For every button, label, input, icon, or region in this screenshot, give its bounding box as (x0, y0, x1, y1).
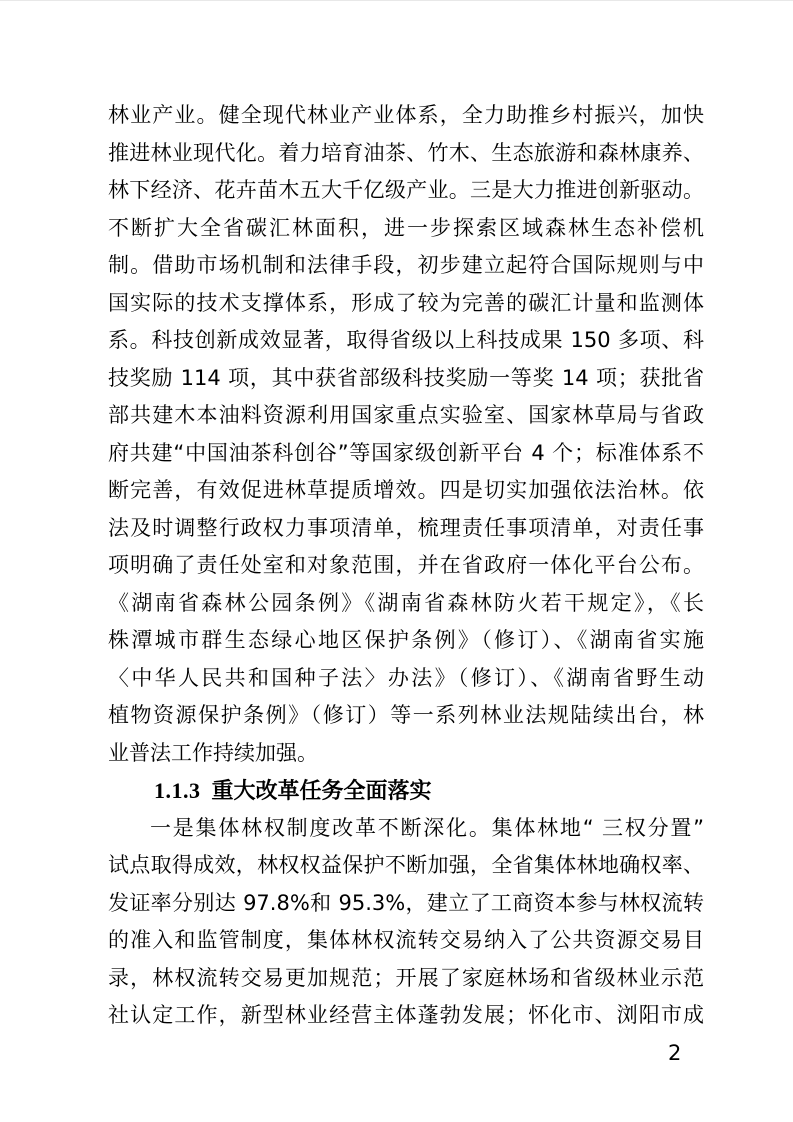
section-heading (108, 772, 704, 810)
paragraph1-line: 系。科技创新成效显著，取得省级以上科技成果 150 多项、科 (108, 328, 704, 352)
paragraph1-line: 国实际的技术支撑体系，形成了较为完善的碳汇计量和监测体 (108, 290, 704, 315)
paragraph2-line: 试点取得成效，林权权益保护不断加强，全省集体林地确权率、 (108, 853, 704, 877)
paragraph1-line: 株潭城市群生态绿心地区保护条例》（修订）、《湖南省实施 (108, 628, 704, 652)
document-body (108, 97, 704, 1035)
paragraph1-line: 林业产业。健全现代林业产业体系，全力助推乡村振兴，加快 (108, 103, 704, 127)
paragraph1-line: 不断扩大全省碳汇林面积，进一步探索区域森林生态补偿机 (108, 215, 704, 240)
paragraph1-line: 制。借助市场机制和法律手段，初步建立起符合国际规则与中 (108, 253, 704, 277)
paragraph2-line: 社认定工作，新型林业经营主体蓬勃发展；怀化市、浏阳市成 (108, 1003, 704, 1027)
paragraph1-line: 《湖南省森林公园条例》《湖南省森林防火若干规定》，《长 (108, 590, 704, 615)
paragraph1-line: 部共建木本油料资源利用国家重点实验室、国家林草局与省政 (108, 403, 704, 427)
paragraph2-line: 发证率分别达 97.8%和 95.3%，建立了工商资本参与林权流转 (108, 890, 704, 915)
paragraph1-line: 〈中华人民共和国种子法〉办法》（修订）、《湖南省野生动 (108, 665, 704, 690)
paragraph2-line: 录，林权流转交易更加规范；开展了家庭林场和省级林业示范 (108, 965, 704, 990)
paragraph1-line: 业普法工作持续加强。 (108, 740, 318, 765)
paragraph1-line: 推进林业现代化。着力培育油茶、竹木、生态旅游和森林康养、 (108, 140, 704, 165)
page-number: 2 (668, 1041, 682, 1065)
section-heading-number: 1.1.3 (154, 778, 201, 803)
section-heading-text: 重大改革任务全面落实 (211, 779, 432, 804)
paragraph2-line: 一是集体林权制度改革不断深化。集体林地“ 三权分置” (150, 815, 704, 840)
paragraph1-line: 府共建“中国油茶科创谷”等国家级创新平台 4 个；标准体系不 (108, 440, 704, 465)
paragraph1-line: 断完善，有效促进林草提质增效。四是切实加强依法治林。依 (108, 478, 704, 502)
paragraph1-line: 项明确了责任处室和对象范围，并在省政府一体化平台公布。 (108, 553, 704, 577)
paragraph1-line: 技奖励 114 项，其中获省部级科技奖励一等奖 14 项；获批省 (108, 365, 704, 390)
paragraph1-line: 植物资源保护条例》（修订）等一系列林业法规陆续出台，林 (108, 703, 704, 727)
paragraph1-line: 法及时调整行政权力事项清单，梳理责任事项清单，对责任事 (108, 515, 704, 540)
paragraph2-line: 的准入和监管制度，集体林权流转交易纳入了公共资源交易目 (108, 928, 704, 952)
paragraph1-line: 林下经济、花卉苗木五大千亿级产业。三是大力推进创新驱动。 (108, 178, 704, 202)
